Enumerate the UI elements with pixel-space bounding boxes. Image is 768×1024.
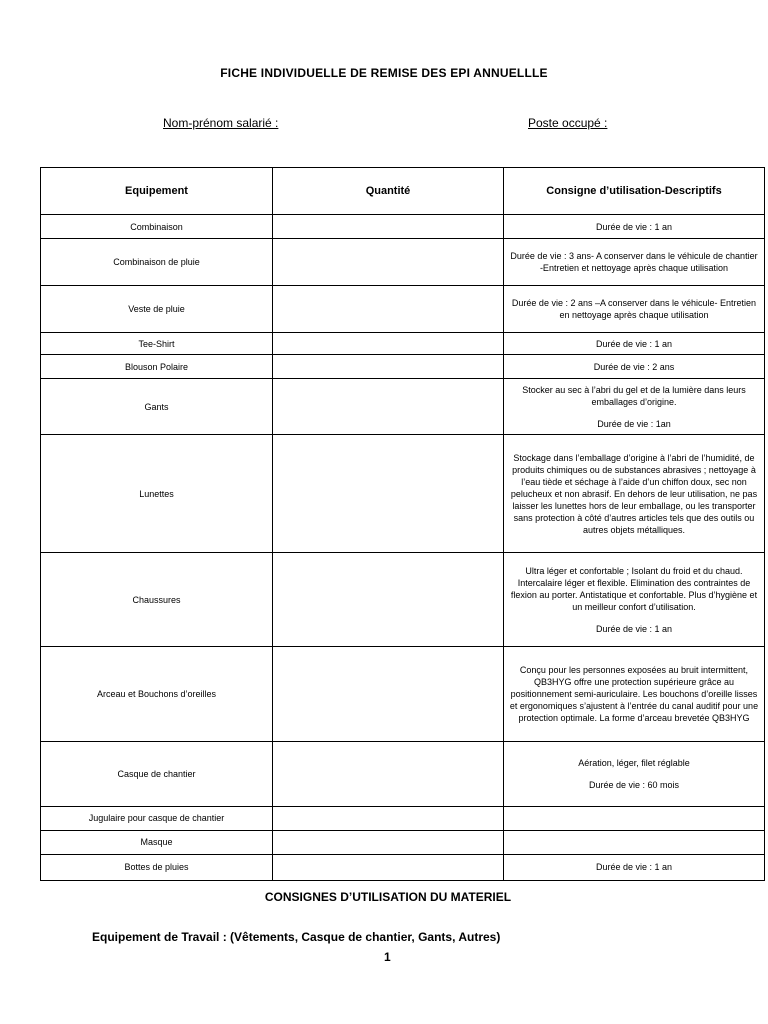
equipment-cell: Combinaison: [41, 215, 273, 239]
quantity-cell: [273, 333, 504, 355]
description-text: Durée de vie : 2 ans: [593, 361, 675, 372]
description-text: Durée de vie : 60 mois: [588, 779, 680, 790]
description-text: Durée de vie : 1an: [597, 418, 671, 429]
description-cell: [504, 854, 765, 880]
equipment-table: [40, 167, 765, 881]
description-cell: [504, 435, 765, 553]
employee-name-label: Nom-prénom salarié :: [163, 116, 279, 130]
table-row: [41, 435, 765, 553]
description-cell: [504, 741, 765, 806]
document-title: FICHE INDIVIDUELLE DE REMISE DES EPI ANNUELLLE: [220, 66, 548, 80]
equipment-cell: Veste de pluie: [41, 286, 273, 333]
quantity-cell: [273, 286, 504, 333]
description-text: Ultra léger et confortable ; Isolant du froid et du chaud. Intercalaire léger et flexible. Elimination des contraintes de flexion au porter. Antistatique et confortable. Plus d’hygiène et un meilleur confort d’utilisation.: [510, 565, 758, 612]
description-text: Stocker au sec à l’abri du gel et de la lumière dans leurs emballages d’origine.: [522, 384, 746, 407]
quantity-cell: [273, 239, 504, 286]
table-row: [41, 830, 765, 854]
description-text: Durée de vie : 1 an: [595, 338, 673, 349]
header-quantity: Quantité: [273, 168, 504, 215]
description-cell: [504, 215, 765, 239]
description-cell: [504, 355, 765, 379]
quantity-cell: [273, 553, 504, 646]
equipment-cell: Chaussures: [41, 553, 273, 646]
quantity-cell: [273, 854, 504, 880]
table-header-row: [41, 168, 765, 215]
table-row: [41, 286, 765, 333]
header-equipment: Equipement: [41, 168, 273, 215]
equipment-cell: Gants: [41, 379, 273, 435]
equipment-cell: Casque de chantier: [41, 741, 273, 806]
description-text: Aération, léger, filet réglable: [578, 757, 690, 768]
description-cell: [504, 646, 765, 741]
description-text: Durée de vie : 1 an: [595, 862, 673, 873]
description-text: Conçu pour les personnes exposées au bruit intermittent, QB3HYG offre une protection supérieure grâce au positionnement semi-auriculaire. Les bouchons d’oreille lisses et ergonomiques s’ajustent à l’entrée du canal auditif pour une protection optimale. La forme d’arceau brevetée QB3HYG: [509, 664, 759, 723]
equipment-cell: Jugulaire pour casque de chantier: [41, 806, 273, 830]
description-cell: [504, 286, 765, 333]
description-text: Stockage dans l’emballage d’origine à l’abri de l’humidité, de produits chimiques ou de substances abrasives ; nettoyage à l’eau tiède et séchage à l’aide d’un chiffon doux, sec non pelucheux et non abrasif. En dehors de leur utilisation, ne pas laisser les lunettes hors de leur emballage, ou les transporter sans protection à côté d’autres articles tels que des outils ou autres objets métalliques.: [510, 452, 758, 535]
page-number: 1: [384, 950, 391, 964]
header-description: Consigne d’utilisation-Descriptifs: [504, 168, 765, 215]
quantity-cell: [273, 355, 504, 379]
quantity-cell: [273, 741, 504, 806]
equipment-cell: Lunettes: [41, 435, 273, 553]
table-row: [41, 854, 765, 880]
table-row: [41, 355, 765, 379]
section-title: CONSIGNES D’UTILISATION DU MATERIEL: [264, 890, 512, 904]
table-row: [41, 379, 765, 435]
equipment-cell: Masque: [41, 830, 273, 854]
table-row: [41, 215, 765, 239]
quantity-cell: [273, 806, 504, 830]
table-row: [41, 646, 765, 741]
description-cell: [504, 333, 765, 355]
table-row: [41, 333, 765, 355]
quantity-cell: [273, 379, 504, 435]
position-label: Poste occupé :: [528, 116, 608, 130]
equipment-cell: Bottes de pluies: [41, 854, 273, 880]
quantity-cell: [273, 215, 504, 239]
quantity-cell: [273, 435, 504, 553]
description-cell: [504, 239, 765, 286]
table-row: [41, 239, 765, 286]
description-cell: [504, 830, 765, 854]
subsection-title: Equipement de Travail : (Vêtements, Casque de chantier, Gants, Autres): [92, 930, 501, 944]
description-cell: [504, 379, 765, 435]
description-text: Durée de vie : 3 ans- A conserver dans le véhicule de chantier -Entretien et nettoyage après chaque utilisation: [510, 251, 758, 274]
description-cell: [504, 553, 765, 646]
equipment-cell: Blouson Polaire: [41, 355, 273, 379]
quantity-cell: [273, 646, 504, 741]
description-text: Durée de vie : 1 an: [595, 221, 673, 232]
table-row: [41, 741, 765, 806]
equipment-cell: Tee-Shirt: [41, 333, 273, 355]
description-text: Durée de vie : 1 an: [595, 623, 673, 634]
equipment-cell: Arceau et Bouchons d’oreilles: [41, 646, 273, 741]
equipment-cell: Combinaison de pluie: [41, 239, 273, 286]
description-cell: [504, 806, 765, 830]
table-row: [41, 553, 765, 646]
table-row: [41, 806, 765, 830]
description-text: Durée de vie : 2 ans –A conserver dans le véhicule- Entretien en nettoyage après chaque utilisation: [511, 298, 757, 321]
quantity-cell: [273, 830, 504, 854]
